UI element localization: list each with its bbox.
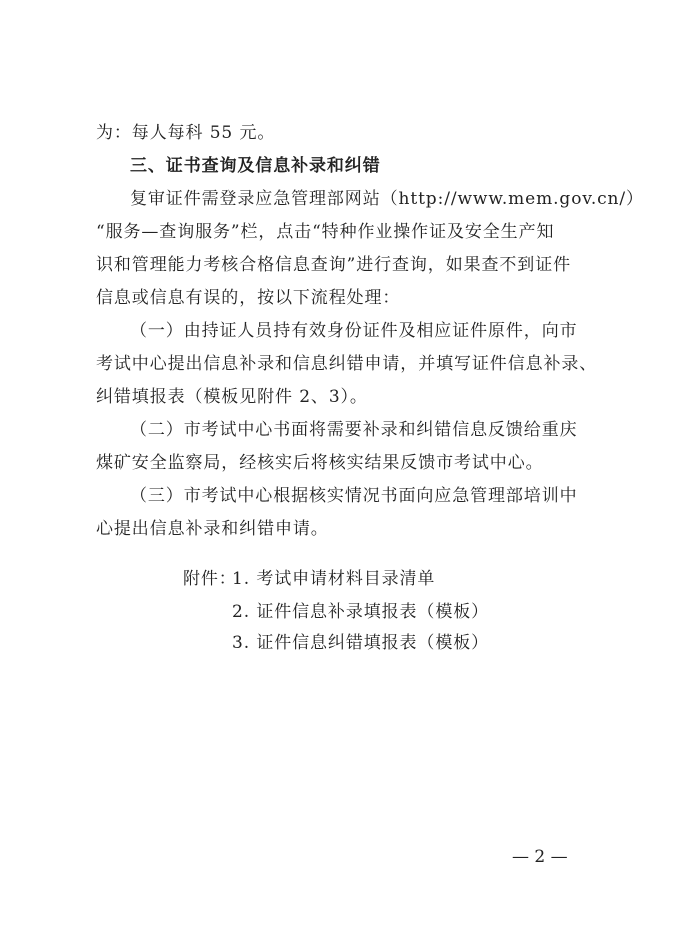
attachment-item: 3. 证件信息纠错填报表（模板） <box>232 633 490 653</box>
paragraph-line: 信息或信息有误的，按以下流程处理： <box>96 288 401 308</box>
fee-line: 为：每人每科 55 元。 <box>96 123 276 143</box>
page-number: — 2 — <box>512 847 568 867</box>
attachment-item: 1. 考试申请材料目录清单 <box>232 569 436 589</box>
paragraph-line: 识和管理能力考核合格信息查询”进行查询，如果查不到证件 <box>96 255 571 275</box>
paragraph-line: 心提出信息补录和纠错申请。 <box>96 519 329 539</box>
paragraph-line: 煤矿安全监察局，经核实后将核实结果反馈市考试中心。 <box>96 453 544 473</box>
paragraph-line: 纠错填报表（模板见附件 2、3）。 <box>96 387 368 407</box>
paragraph-line: （一）由持证人员持有效身份证件及相应证件原件，向市 <box>130 321 578 341</box>
paragraph-line: 复审证件需登录应急管理部网站（http://www.mem.gov.cn/） <box>130 189 644 209</box>
paragraph-line: （三）市考试中心根据核实情况书面向应急管理部培训中 <box>130 486 578 506</box>
paragraph-line: （二）市考试中心书面将需要补录和纠错信息反馈给重庆 <box>130 420 578 440</box>
paragraph-line: 考试中心提出信息补录和信息纠错申请，并填写证件信息补录、 <box>96 354 598 374</box>
attachment-item: 2. 证件信息补录填报表（模板） <box>232 602 490 622</box>
paragraph-line: “服务—查询服务”栏，点击“特种作业操作证及安全生产知 <box>96 222 555 242</box>
section-heading: 三、证书查询及信息补录和纠错 <box>130 156 381 176</box>
attachments-label: 附件： <box>183 569 237 589</box>
